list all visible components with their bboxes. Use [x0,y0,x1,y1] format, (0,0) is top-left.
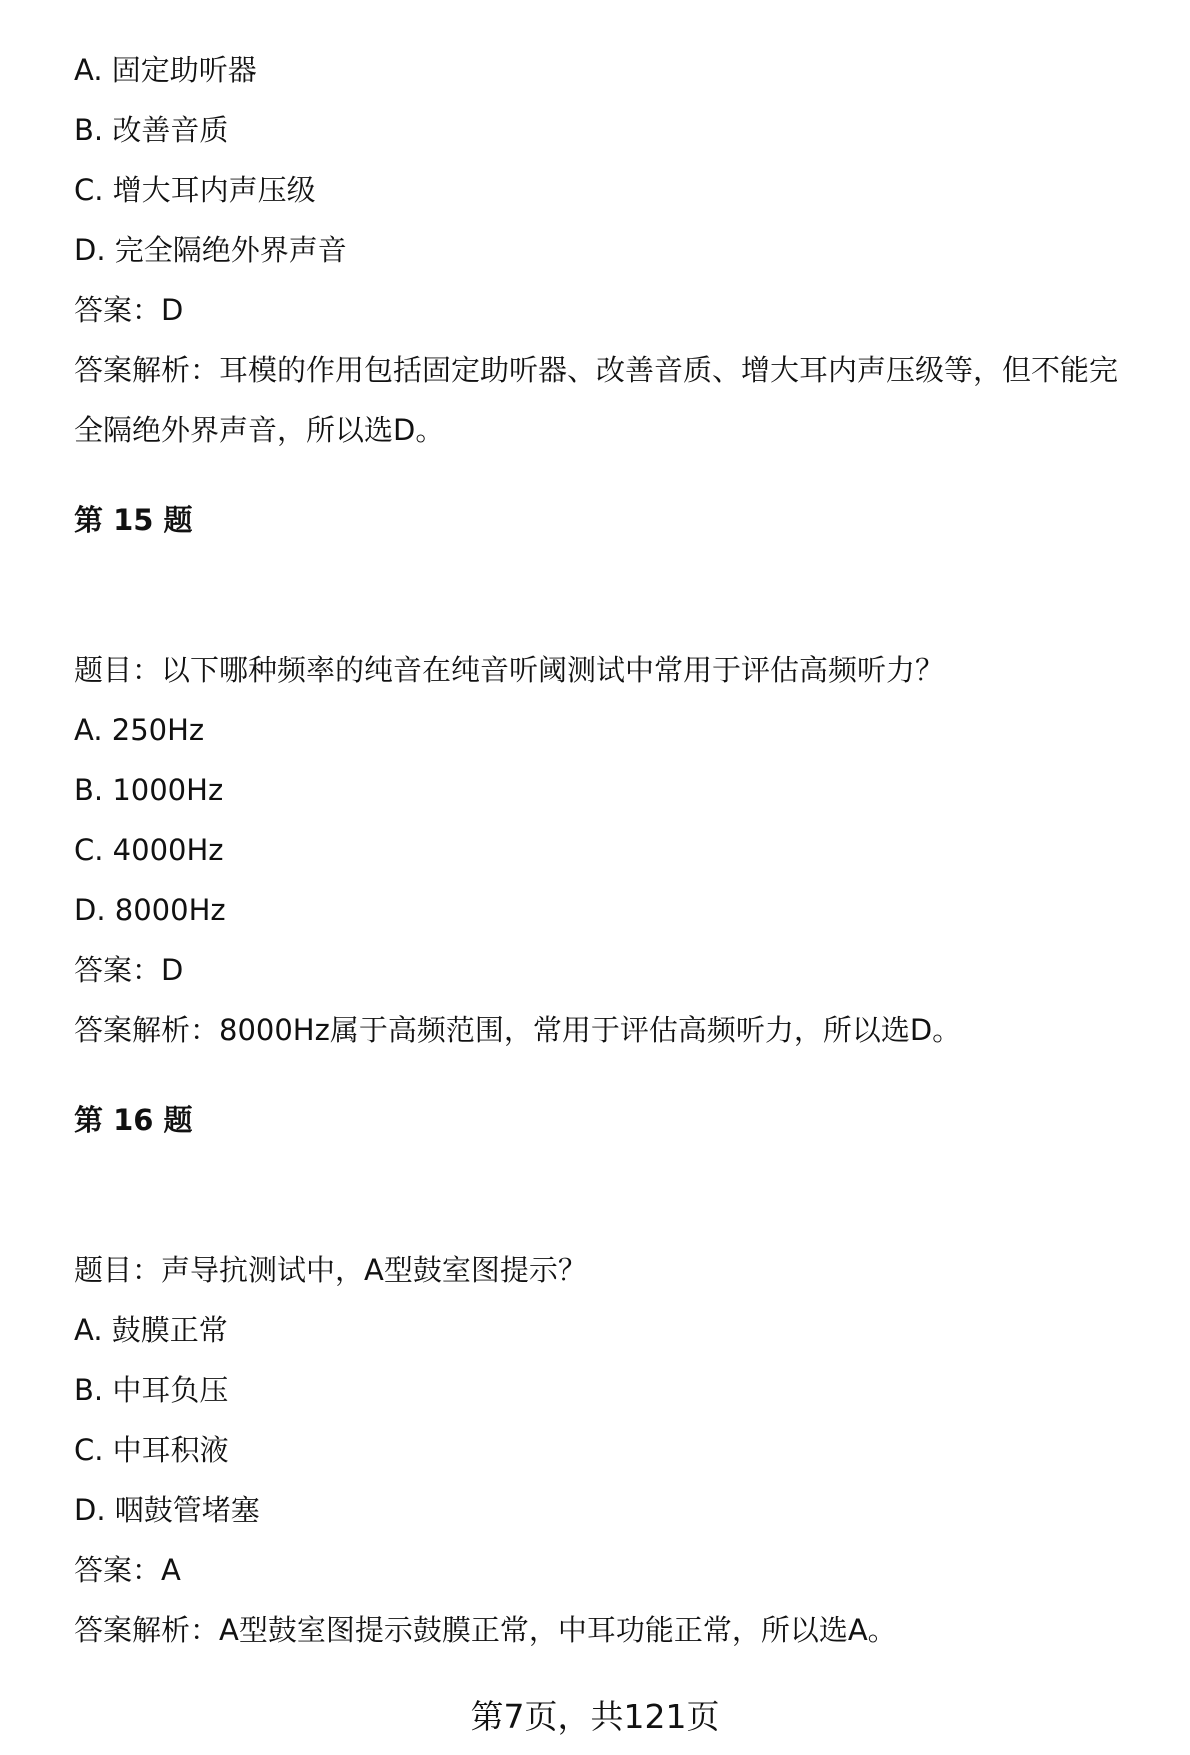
q16-option-a: A. 鼓膜正常 [74,1313,228,1347]
q16-question: 题目：声导抗测试中，A型鼓室图提示？ [74,1253,587,1287]
q14-analysis-line1: 答案解析：耳模的作用包括固定助听器、改善音质、增大耳内声压级等，但不能完 [74,353,1119,387]
q14-option-a: A. 固定助听器 [74,53,257,87]
q14-option-d: D. 完全隔绝外界声音 [74,233,347,267]
q15-option-d: D. 8000Hz [74,893,226,927]
q16-answer: 答案：A [74,1553,181,1587]
page-footer: 第7页，共121页 [470,1697,720,1736]
q15-heading: 第 15 题 [74,503,193,537]
q16-option-b: B. 中耳负压 [74,1373,229,1407]
q15-option-c: C. 4000Hz [74,833,224,867]
q14-option-c: C. 增大耳内声压级 [74,173,316,207]
q15-question: 题目：以下哪种频率的纯音在纯音听阈测试中常用于评估高频听力？ [74,653,945,687]
q15-answer: 答案：D [74,953,184,987]
q14-option-b: B. 改善音质 [74,113,229,147]
q15-option-a: A. 250Hz [74,713,205,747]
q16-option-d: D. 咽鼓管堵塞 [74,1493,260,1527]
q16-heading: 第 16 题 [74,1103,193,1137]
q14-answer: 答案：D [74,293,184,327]
q15-option-b: B. 1000Hz [74,773,224,807]
q16-analysis: 答案解析：A型鼓室图提示鼓膜正常，中耳功能正常，所以选A。 [74,1613,897,1647]
q16-option-c: C. 中耳积液 [74,1433,229,1467]
q14-analysis-line2: 全隔绝外界声音，所以选D。 [74,413,445,447]
q15-analysis: 答案解析：8000Hz属于高频范围，常用于评估高频听力，所以选D。 [74,1013,962,1047]
